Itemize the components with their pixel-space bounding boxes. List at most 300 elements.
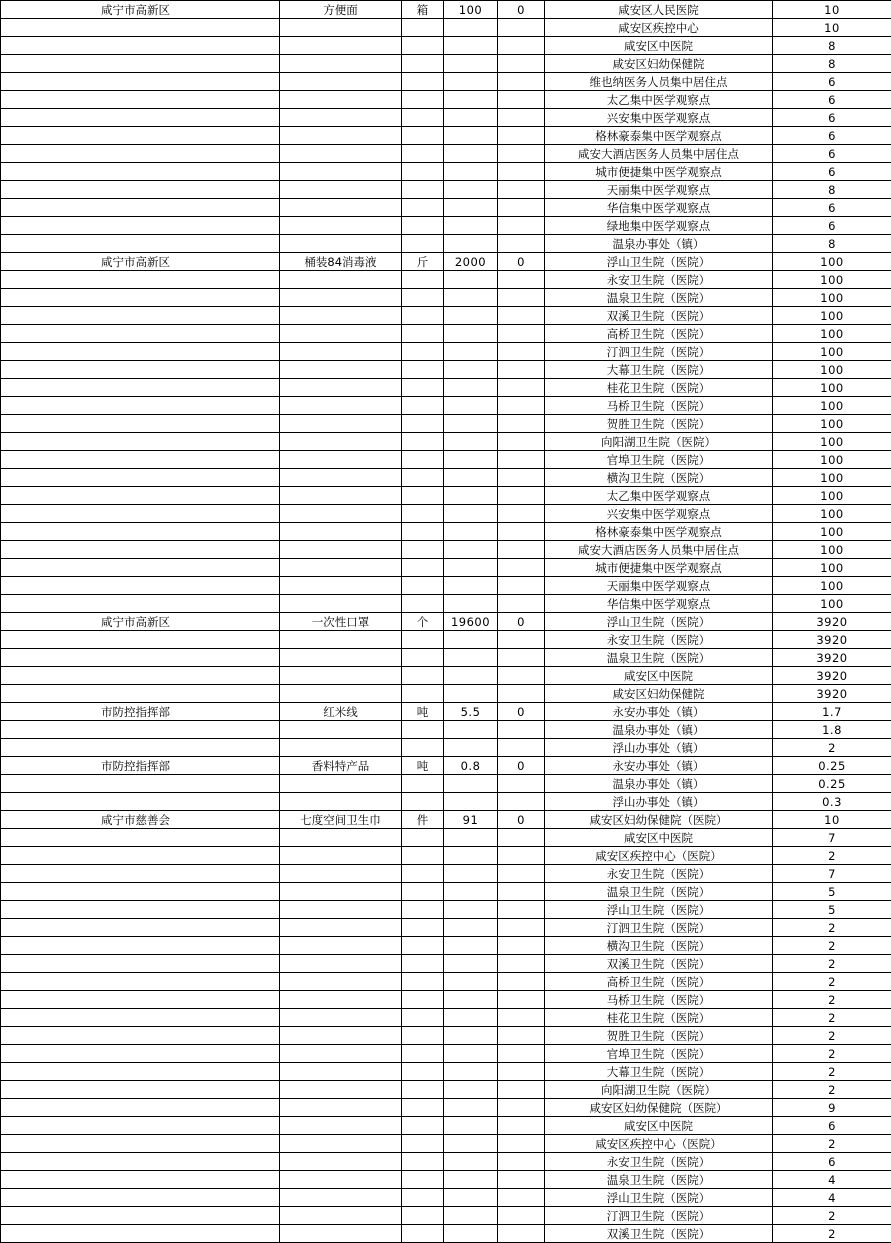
amount-cell: 8 <box>773 181 891 199</box>
unit-cell: 件 <box>402 811 444 829</box>
item-cell <box>280 379 402 397</box>
item-cell <box>280 559 402 577</box>
unit-cell <box>402 91 444 109</box>
donor-cell <box>1 505 280 523</box>
item-cell: 桶装84消毒液 <box>280 253 402 271</box>
quantity-cell <box>444 1135 498 1153</box>
table-row <box>1 1189 891 1207</box>
donor-cell <box>1 793 280 811</box>
amount-cell: 8 <box>773 235 891 253</box>
item-cell <box>280 523 402 541</box>
extra-cell <box>498 163 545 181</box>
donor-cell <box>1 901 280 919</box>
recipient-cell: 永安卫生院（医院） <box>545 1153 773 1171</box>
extra-cell <box>498 1027 545 1045</box>
unit-cell <box>402 325 444 343</box>
recipient-cell: 桂花卫生院（医院） <box>545 379 773 397</box>
recipient-cell: 兴安集中医学观察点 <box>545 505 773 523</box>
quantity-cell <box>444 235 498 253</box>
table-row <box>1 1099 891 1117</box>
donor-cell <box>1 397 280 415</box>
recipient-cell: 咸安区中医院 <box>545 1117 773 1135</box>
extra-cell <box>498 469 545 487</box>
quantity-cell <box>444 307 498 325</box>
donor-cell <box>1 217 280 235</box>
item-cell <box>280 1009 402 1027</box>
amount-cell: 100 <box>773 541 891 559</box>
item-cell <box>280 487 402 505</box>
quantity-cell <box>444 667 498 685</box>
recipient-cell: 汀泗卫生院（医院） <box>545 919 773 937</box>
donor-cell <box>1 415 280 433</box>
unit-cell <box>402 577 444 595</box>
table-row <box>1 379 891 397</box>
table-row <box>1 73 891 91</box>
quantity-cell <box>444 487 498 505</box>
quantity-cell <box>444 1171 498 1189</box>
amount-cell: 100 <box>773 379 891 397</box>
quantity-cell <box>444 505 498 523</box>
extra-cell <box>498 145 545 163</box>
quantity-cell <box>444 1117 498 1135</box>
unit-cell <box>402 775 444 793</box>
item-cell <box>280 1189 402 1207</box>
quantity-cell <box>444 577 498 595</box>
quantity-cell <box>444 1153 498 1171</box>
donor-cell <box>1 847 280 865</box>
amount-cell: 3920 <box>773 649 891 667</box>
extra-cell: 0 <box>498 253 545 271</box>
quantity-cell <box>444 793 498 811</box>
table-row <box>1 307 891 325</box>
extra-cell <box>498 685 545 703</box>
donor-cell: 咸宁市高新区 <box>1 613 280 631</box>
donor-cell <box>1 1009 280 1027</box>
table-row <box>1 109 891 127</box>
unit-cell <box>402 397 444 415</box>
amount-cell: 2 <box>773 1207 891 1225</box>
amount-cell: 3920 <box>773 667 891 685</box>
table-row <box>1 1225 891 1243</box>
table-row <box>1 649 891 667</box>
table-row <box>1 37 891 55</box>
item-cell <box>280 163 402 181</box>
donor-cell <box>1 1027 280 1045</box>
quantity-cell <box>444 37 498 55</box>
amount-cell: 100 <box>773 253 891 271</box>
extra-cell <box>498 523 545 541</box>
recipient-cell: 大幕卫生院（医院） <box>545 1063 773 1081</box>
quantity-cell <box>444 163 498 181</box>
recipient-cell: 兴安集中医学观察点 <box>545 109 773 127</box>
extra-cell <box>498 55 545 73</box>
extra-cell <box>498 1099 545 1117</box>
unit-cell <box>402 667 444 685</box>
recipient-cell: 华信集中医学观察点 <box>545 595 773 613</box>
recipient-cell: 咸安区中医院 <box>545 667 773 685</box>
extra-cell: 0 <box>498 811 545 829</box>
donor-cell <box>1 361 280 379</box>
table-row <box>1 325 891 343</box>
amount-cell: 6 <box>773 163 891 181</box>
table-row <box>1 55 891 73</box>
table-row <box>1 289 891 307</box>
unit-cell <box>402 217 444 235</box>
amount-cell: 2 <box>773 1081 891 1099</box>
amount-cell: 2 <box>773 847 891 865</box>
extra-cell <box>498 307 545 325</box>
recipient-cell: 贺胜卫生院（医院） <box>545 415 773 433</box>
amount-cell: 2 <box>773 937 891 955</box>
amount-cell: 2 <box>773 1009 891 1027</box>
amount-cell: 3920 <box>773 685 891 703</box>
quantity-cell <box>444 433 498 451</box>
extra-cell <box>498 361 545 379</box>
recipient-cell: 向阳湖卫生院（医院） <box>545 1081 773 1099</box>
extra-cell <box>498 883 545 901</box>
amount-cell: 6 <box>773 127 891 145</box>
unit-cell <box>402 37 444 55</box>
extra-cell <box>498 451 545 469</box>
donor-cell <box>1 883 280 901</box>
extra-cell <box>498 19 545 37</box>
item-cell <box>280 1171 402 1189</box>
table-row <box>1 487 891 505</box>
quantity-cell <box>444 1027 498 1045</box>
quantity-cell <box>444 1009 498 1027</box>
table-row <box>1 901 891 919</box>
item-cell <box>280 577 402 595</box>
quantity-cell <box>444 631 498 649</box>
unit-cell <box>402 379 444 397</box>
table-row <box>1 559 891 577</box>
unit-cell <box>402 1063 444 1081</box>
item-cell <box>280 685 402 703</box>
donor-cell <box>1 1117 280 1135</box>
quantity-cell <box>444 289 498 307</box>
recipient-cell: 横沟卫生院（医院） <box>545 937 773 955</box>
donor-cell <box>1 19 280 37</box>
amount-cell: 10 <box>773 811 891 829</box>
table-row <box>1 541 891 559</box>
item-cell <box>280 181 402 199</box>
item-cell <box>280 289 402 307</box>
quantity-cell <box>444 73 498 91</box>
recipient-cell: 绿地集中医学观察点 <box>545 217 773 235</box>
unit-cell: 个 <box>402 613 444 631</box>
unit-cell <box>402 235 444 253</box>
extra-cell <box>498 1081 545 1099</box>
quantity-cell <box>444 919 498 937</box>
donor-cell <box>1 163 280 181</box>
amount-cell: 6 <box>773 199 891 217</box>
quantity-cell <box>444 559 498 577</box>
table-row <box>1 1009 891 1027</box>
recipient-cell: 咸安区中医院 <box>545 37 773 55</box>
extra-cell <box>498 1171 545 1189</box>
unit-cell <box>402 1225 444 1243</box>
recipient-cell: 温泉卫生院（医院） <box>545 1171 773 1189</box>
donor-cell: 市防控指挥部 <box>1 703 280 721</box>
quantity-cell <box>444 1045 498 1063</box>
donor-cell <box>1 595 280 613</box>
quantity-cell <box>444 991 498 1009</box>
extra-cell <box>498 775 545 793</box>
unit-cell <box>402 109 444 127</box>
recipient-cell: 咸安大酒店医务人员集中居住点 <box>545 145 773 163</box>
table-row <box>1 595 891 613</box>
unit-cell <box>402 451 444 469</box>
amount-cell: 100 <box>773 577 891 595</box>
amount-cell: 6 <box>773 1117 891 1135</box>
quantity-cell <box>444 649 498 667</box>
extra-cell <box>498 397 545 415</box>
quantity-cell <box>444 127 498 145</box>
item-cell <box>280 595 402 613</box>
table-row <box>1 577 891 595</box>
recipient-cell: 格林豪泰集中医学观察点 <box>545 127 773 145</box>
unit-cell <box>402 1189 444 1207</box>
donor-cell: 咸宁市高新区 <box>1 1 280 19</box>
item-cell <box>280 937 402 955</box>
unit-cell <box>402 631 444 649</box>
quantity-cell <box>444 541 498 559</box>
recipient-cell: 咸安区妇幼保健院 <box>545 685 773 703</box>
table-row <box>1 1081 891 1099</box>
recipient-cell: 永安卫生院（医院） <box>545 271 773 289</box>
table-row <box>1 469 891 487</box>
recipient-cell: 浮山办事处（镇） <box>545 739 773 757</box>
unit-cell <box>402 793 444 811</box>
item-cell <box>280 1117 402 1135</box>
amount-cell: 100 <box>773 451 891 469</box>
donor-cell <box>1 973 280 991</box>
item-cell <box>280 73 402 91</box>
unit-cell <box>402 1045 444 1063</box>
donor-cell <box>1 1135 280 1153</box>
item-cell <box>280 415 402 433</box>
item-cell <box>280 109 402 127</box>
extra-cell <box>498 1225 545 1243</box>
amount-cell: 2 <box>773 739 891 757</box>
recipient-cell: 高桥卫生院（医院） <box>545 325 773 343</box>
recipient-cell: 咸安区妇幼保健院 <box>545 55 773 73</box>
donor-cell <box>1 379 280 397</box>
donor-cell <box>1 1081 280 1099</box>
donor-cell <box>1 955 280 973</box>
amount-cell: 2 <box>773 991 891 1009</box>
item-cell: 一次性口罩 <box>280 613 402 631</box>
table-row <box>1 937 891 955</box>
extra-cell <box>498 901 545 919</box>
extra-cell <box>498 1207 545 1225</box>
unit-cell <box>402 1081 444 1099</box>
recipient-cell: 大幕卫生院（医院） <box>545 361 773 379</box>
table-row <box>1 811 891 829</box>
amount-cell: 6 <box>773 217 891 235</box>
table-row <box>1 991 891 1009</box>
extra-cell <box>498 595 545 613</box>
quantity-cell <box>444 721 498 739</box>
amount-cell: 100 <box>773 559 891 577</box>
amount-cell: 2 <box>773 1063 891 1081</box>
item-cell <box>280 847 402 865</box>
recipient-cell: 城市便捷集中医学观察点 <box>545 559 773 577</box>
extra-cell <box>498 739 545 757</box>
table-row <box>1 145 891 163</box>
item-cell <box>280 325 402 343</box>
table-row <box>1 181 891 199</box>
unit-cell <box>402 1027 444 1045</box>
item-cell <box>280 721 402 739</box>
extra-cell <box>498 1063 545 1081</box>
donor-cell <box>1 739 280 757</box>
item-cell <box>280 199 402 217</box>
quantity-cell <box>444 199 498 217</box>
table-row <box>1 451 891 469</box>
quantity-cell: 2000 <box>444 253 498 271</box>
amount-cell: 5 <box>773 901 891 919</box>
table-body <box>1 1 891 1243</box>
donor-cell <box>1 865 280 883</box>
recipient-cell: 咸安区疾控中心（医院） <box>545 847 773 865</box>
amount-cell: 100 <box>773 343 891 361</box>
donor-cell: 市防控指挥部 <box>1 757 280 775</box>
amount-cell: 100 <box>773 271 891 289</box>
item-cell <box>280 307 402 325</box>
amount-cell: 100 <box>773 307 891 325</box>
extra-cell <box>498 649 545 667</box>
donor-cell <box>1 1099 280 1117</box>
quantity-cell <box>444 973 498 991</box>
amount-cell: 6 <box>773 145 891 163</box>
amount-cell: 2 <box>773 1135 891 1153</box>
extra-cell <box>498 37 545 55</box>
extra-cell <box>498 433 545 451</box>
recipient-cell: 永安办事处（镇） <box>545 757 773 775</box>
table-row <box>1 757 891 775</box>
amount-cell: 0.25 <box>773 757 891 775</box>
unit-cell <box>402 1135 444 1153</box>
recipient-cell: 维也纳医务人员集中居住点 <box>545 73 773 91</box>
unit-cell <box>402 163 444 181</box>
recipient-cell: 官埠卫生院（医院） <box>545 1045 773 1063</box>
quantity-cell: 0.8 <box>444 757 498 775</box>
quantity-cell: 5.5 <box>444 703 498 721</box>
recipient-cell: 浮山卫生院（医院） <box>545 1189 773 1207</box>
donor-cell <box>1 325 280 343</box>
extra-cell <box>498 235 545 253</box>
unit-cell: 吨 <box>402 703 444 721</box>
table-row <box>1 1171 891 1189</box>
item-cell <box>280 1099 402 1117</box>
item-cell <box>280 1135 402 1153</box>
recipient-cell: 浮山卫生院（医院） <box>545 901 773 919</box>
donor-cell <box>1 1171 280 1189</box>
recipient-cell: 横沟卫生院（医院） <box>545 469 773 487</box>
unit-cell <box>402 991 444 1009</box>
quantity-cell <box>444 1063 498 1081</box>
unit-cell <box>402 181 444 199</box>
donor-cell <box>1 145 280 163</box>
recipient-cell: 高桥卫生院（医院） <box>545 973 773 991</box>
donor-cell <box>1 433 280 451</box>
table-row <box>1 343 891 361</box>
item-cell <box>280 1153 402 1171</box>
donor-cell <box>1 721 280 739</box>
quantity-cell <box>444 343 498 361</box>
amount-cell: 100 <box>773 487 891 505</box>
unit-cell <box>402 289 444 307</box>
item-cell <box>280 1225 402 1243</box>
table-row <box>1 1117 891 1135</box>
item-cell <box>280 919 402 937</box>
extra-cell <box>498 217 545 235</box>
extra-cell <box>498 343 545 361</box>
quantity-cell <box>444 451 498 469</box>
recipient-cell: 温泉办事处（镇） <box>545 775 773 793</box>
extra-cell <box>498 1045 545 1063</box>
item-cell <box>280 901 402 919</box>
unit-cell <box>402 955 444 973</box>
table-row <box>1 613 891 631</box>
table-row <box>1 955 891 973</box>
unit-cell <box>402 865 444 883</box>
quantity-cell <box>444 181 498 199</box>
extra-cell <box>498 667 545 685</box>
table-row <box>1 415 891 433</box>
unit-cell <box>402 739 444 757</box>
item-cell <box>280 361 402 379</box>
extra-cell <box>498 721 545 739</box>
amount-cell: 9 <box>773 1099 891 1117</box>
item-cell <box>280 991 402 1009</box>
amount-cell: 8 <box>773 55 891 73</box>
unit-cell <box>402 973 444 991</box>
unit-cell <box>402 505 444 523</box>
table-row <box>1 847 891 865</box>
table-row <box>1 127 891 145</box>
extra-cell <box>498 1009 545 1027</box>
table-row <box>1 667 891 685</box>
item-cell <box>280 667 402 685</box>
unit-cell <box>402 469 444 487</box>
quantity-cell <box>444 1225 498 1243</box>
recipient-cell: 双溪卫生院（医院） <box>545 307 773 325</box>
amount-cell: 2 <box>773 919 891 937</box>
recipient-cell: 永安办事处（镇） <box>545 703 773 721</box>
extra-cell: 0 <box>498 613 545 631</box>
amount-cell: 100 <box>773 415 891 433</box>
quantity-cell <box>444 955 498 973</box>
recipient-cell: 咸安大酒店医务人员集中居住点 <box>545 541 773 559</box>
quantity-cell <box>444 469 498 487</box>
item-cell <box>280 19 402 37</box>
donor-cell <box>1 91 280 109</box>
recipient-cell: 天丽集中医学观察点 <box>545 181 773 199</box>
donor-cell: 咸宁市高新区 <box>1 253 280 271</box>
unit-cell <box>402 721 444 739</box>
unit-cell <box>402 1171 444 1189</box>
amount-cell: 2 <box>773 955 891 973</box>
quantity-cell <box>444 1189 498 1207</box>
item-cell: 方便面 <box>280 1 402 19</box>
table-row <box>1 253 891 271</box>
table-row <box>1 1063 891 1081</box>
item-cell <box>280 505 402 523</box>
item-cell: 香料特产品 <box>280 757 402 775</box>
quantity-cell <box>444 379 498 397</box>
